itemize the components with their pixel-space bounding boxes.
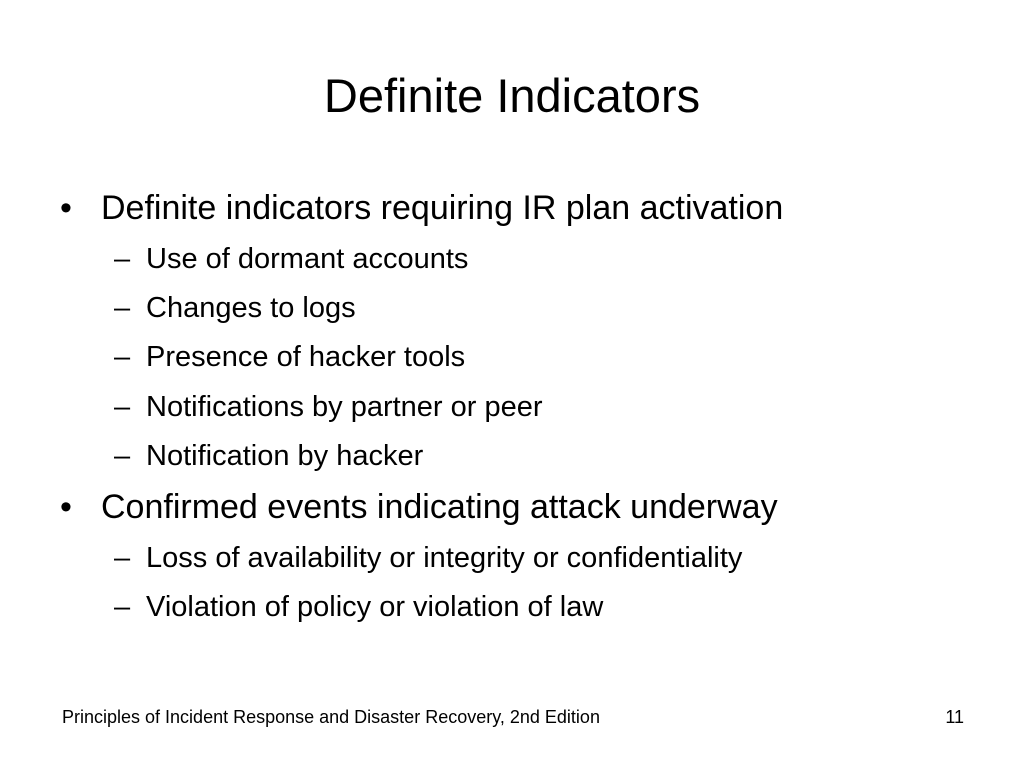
- dash-marker: –: [114, 391, 131, 423]
- bullet-text: Definite indicators requiring IR plan activation: [101, 189, 784, 227]
- dash-marker: –: [114, 591, 131, 623]
- dash-marker: –: [114, 292, 131, 324]
- sub-bullet-text: Changes to logs: [146, 292, 356, 324]
- footer-page-number: 11: [945, 707, 964, 727]
- bullet-marker: •: [60, 488, 72, 526]
- sub-bullet-text: Use of dormant accounts: [146, 243, 469, 275]
- dash-marker: –: [114, 341, 131, 373]
- dash-marker: –: [114, 440, 131, 472]
- footer-book-title: Principles of Incident Response and Disaster Recovery, 2nd Edition: [62, 707, 600, 727]
- sub-bullet-text: Violation of policy or violation of law: [146, 591, 604, 623]
- sub-bullet-text: Notification by hacker: [146, 440, 424, 472]
- dash-marker: –: [114, 243, 131, 275]
- bullet-text: Confirmed events indicating attack underway: [101, 488, 778, 526]
- slide-title: Definite Indicators: [323, 69, 701, 122]
- sub-bullet-text: Notifications by partner or peer: [146, 391, 543, 423]
- sub-bullet-text: Presence of hacker tools: [146, 341, 466, 373]
- sub-bullet-text: Loss of availability or integrity or confidentiality: [146, 542, 743, 574]
- bullet-marker: •: [60, 189, 72, 227]
- dash-marker: –: [114, 542, 131, 574]
